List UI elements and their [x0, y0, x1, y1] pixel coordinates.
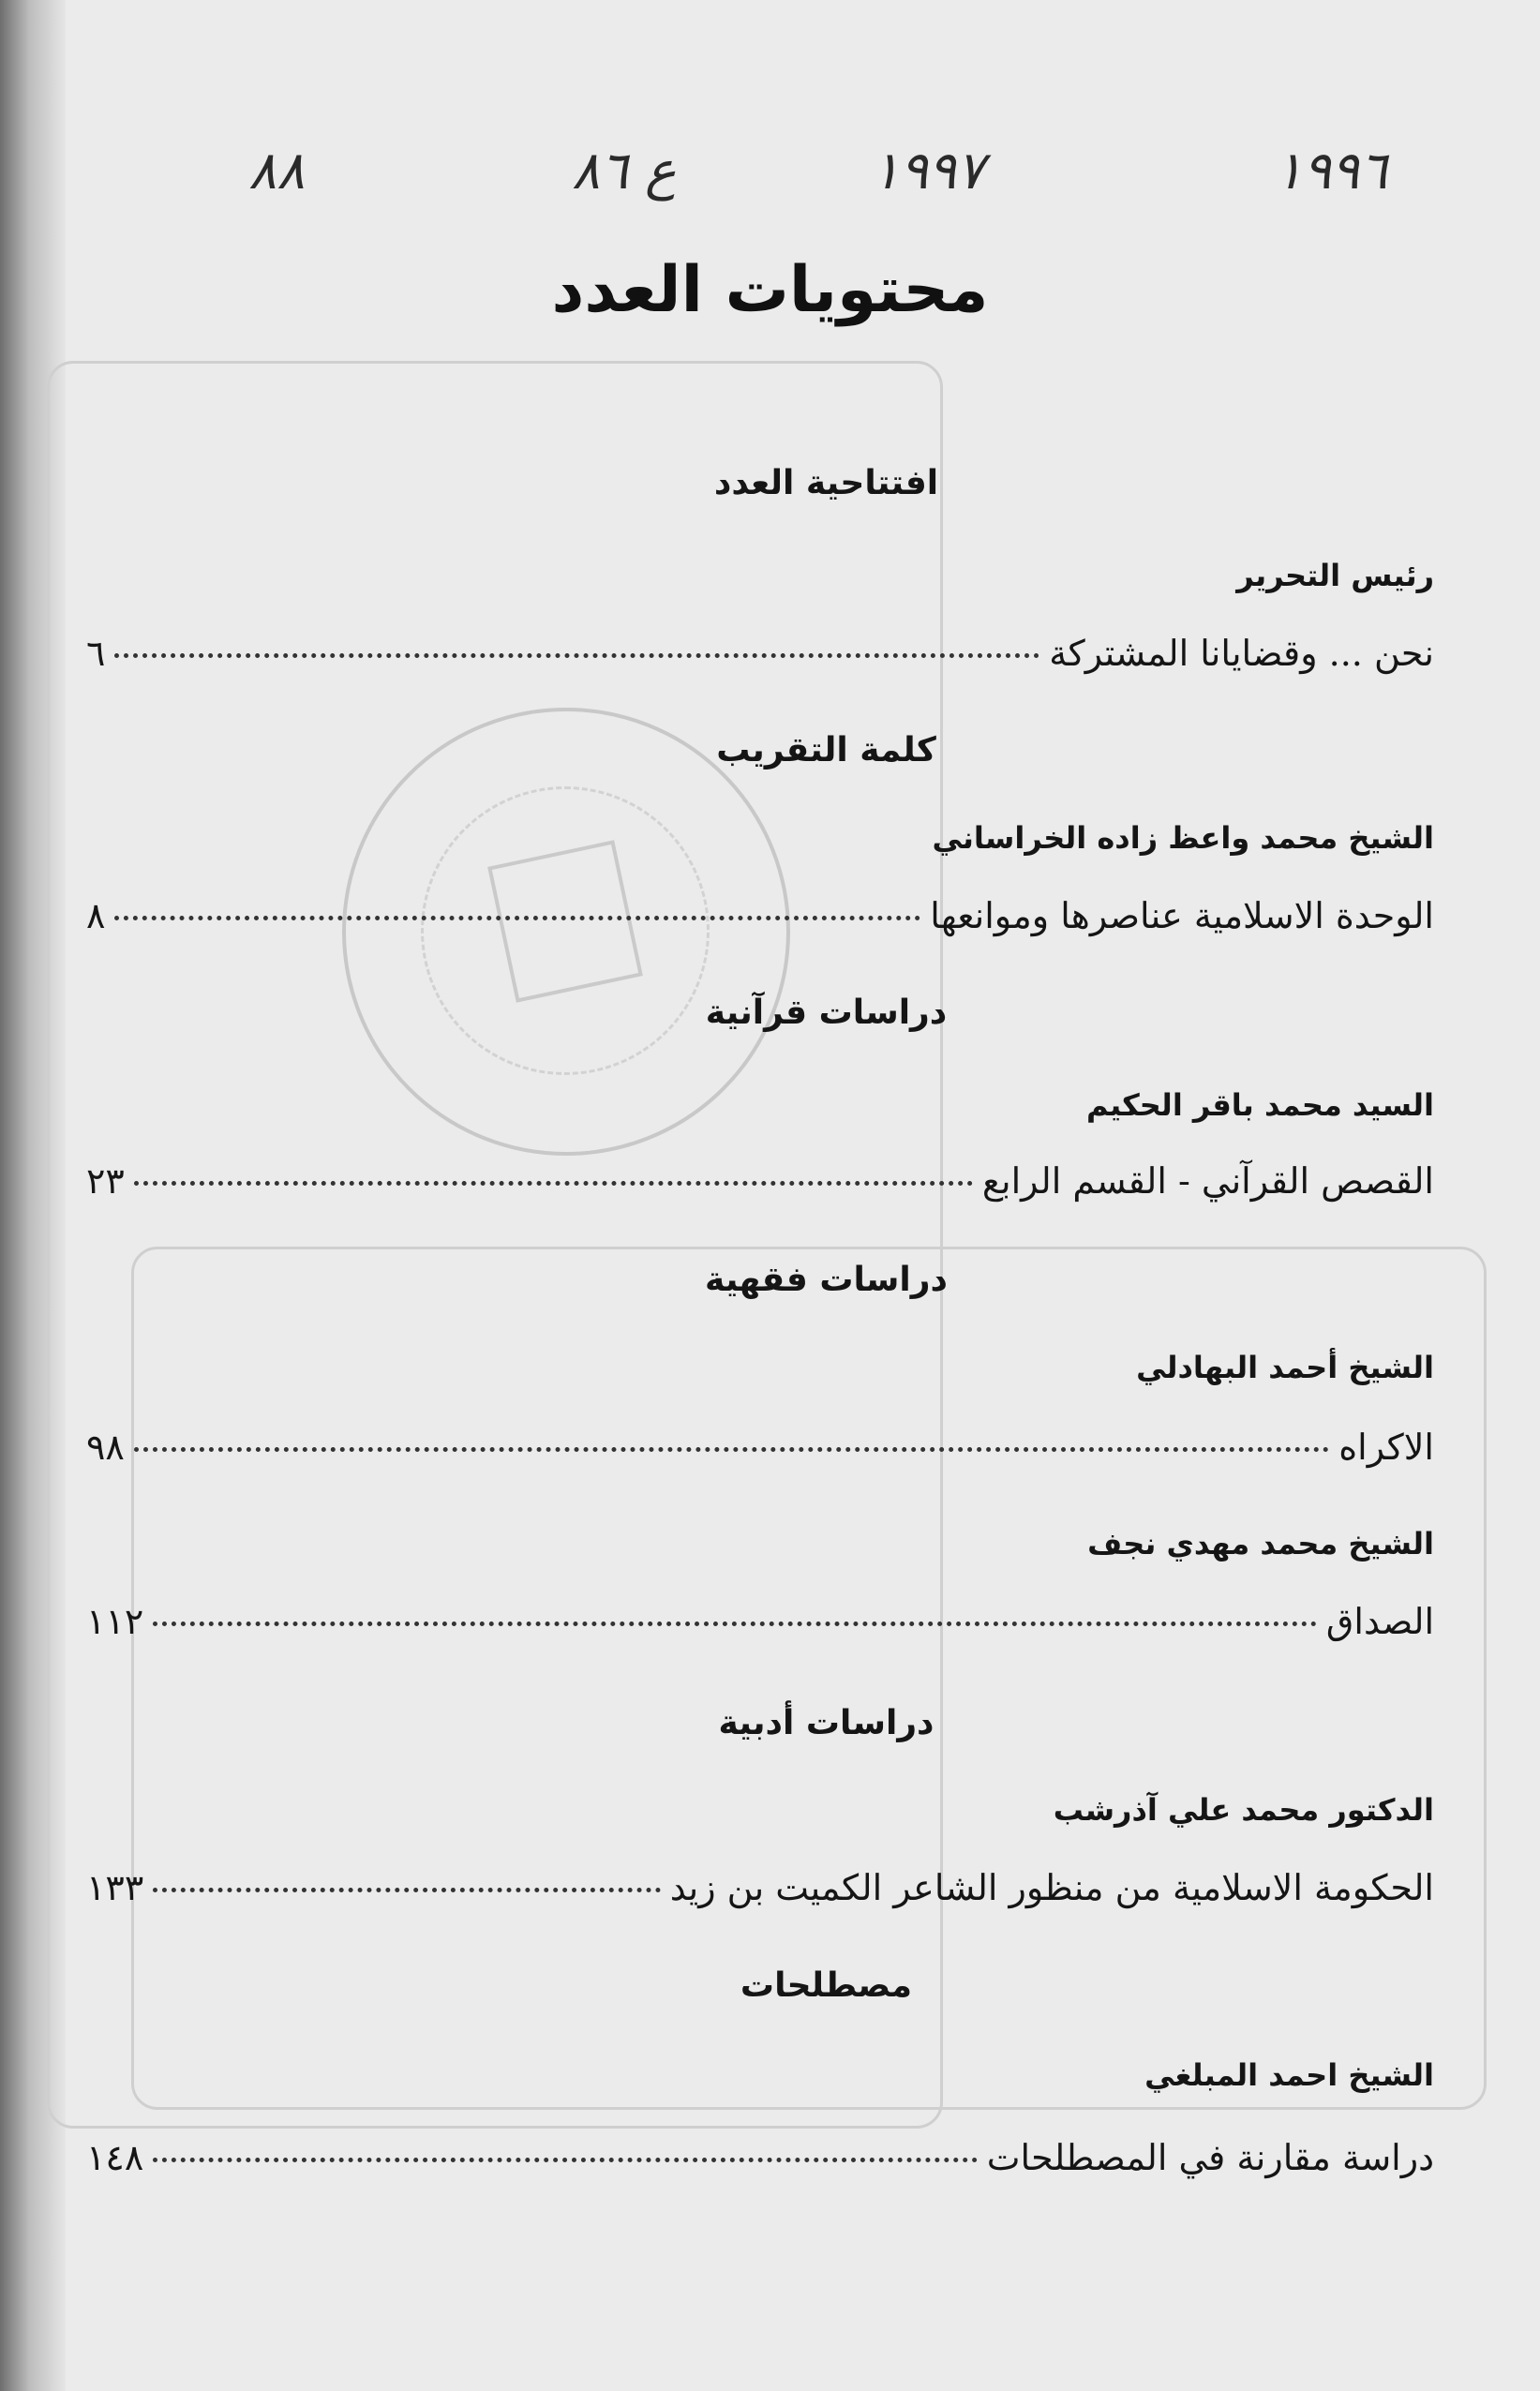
dot-leader — [153, 1888, 661, 1892]
entry-title: القصص القرآني - القسم الرابع — [981, 1160, 1434, 1202]
section-author: الشيخ أحمد البهادلي — [1136, 1350, 1434, 1385]
entry-title: الوحدة الاسلامية عناصرها وموانعها — [930, 895, 1434, 936]
dot-leader — [134, 1447, 1329, 1452]
section-heading-quranic-studies: دراسات قرآنية — [705, 994, 948, 1032]
section-heading-literary-studies: دراسات أدبية — [718, 1704, 934, 1742]
page-title: محتويات العدد — [551, 253, 989, 327]
entry-page-number: ١٤٨ — [86, 2137, 144, 2178]
entry-page-number: ٨ — [86, 895, 106, 936]
section-heading-taqrib: كلمة التقريب — [716, 731, 936, 770]
dot-leader — [134, 1181, 973, 1186]
section-author: الشيخ احمد المبلغي — [1144, 2057, 1434, 2093]
handwritten-volume-number: ٨٨ — [248, 141, 306, 202]
section-author: الشيخ محمد واعظ زاده الخراساني — [932, 820, 1434, 856]
entry-page-number: ٦ — [86, 633, 106, 674]
toc-entry[interactable] — [86, 1160, 1434, 1217]
toc-entry[interactable] — [86, 2137, 1434, 2193]
entry-page-number: ٩٨ — [86, 1427, 125, 1468]
entry-title: الصداق — [1325, 1601, 1434, 1642]
section-heading-fiqh-studies: دراسات فقهية — [705, 1261, 948, 1299]
section-author: السيد محمد باقر الحكيم — [1085, 1087, 1434, 1123]
handwritten-year-1997: ١٩٩٧ — [872, 141, 985, 202]
entry-page-number: ١١٢ — [86, 1601, 144, 1642]
entry-page-number: ٢٣ — [86, 1160, 125, 1202]
dot-leader — [114, 653, 1039, 658]
section-author: رئيس التحرير — [1236, 558, 1434, 593]
entry-title: نحن ... وقضايانا المشتركة — [1049, 633, 1434, 674]
entry-title: الاكراه — [1338, 1427, 1434, 1468]
toc-entry[interactable] — [86, 895, 1434, 951]
entry-title: الحكومة الاسلامية من منظور الشاعر الكميت بن زيد — [669, 1867, 1434, 1908]
toc-entry[interactable] — [86, 1601, 1434, 1657]
dot-leader — [114, 916, 920, 920]
section-author: الشيخ محمد مهدي نجف — [1087, 1526, 1434, 1562]
toc-entry[interactable] — [86, 1427, 1434, 1483]
handwritten-issue-number: ع ٨٦ — [572, 141, 677, 202]
toc-entry[interactable] — [86, 1867, 1434, 1923]
dot-leader — [153, 2158, 978, 2162]
section-heading-terminology: مصطلحات — [740, 1966, 913, 2005]
dot-leader — [153, 1621, 1317, 1626]
entry-title: دراسة مقارنة في المصطلحات — [986, 2137, 1434, 2178]
handwritten-year-1996: ١٩٩٦ — [1275, 141, 1388, 202]
toc-entry[interactable] — [86, 633, 1434, 689]
section-heading-editorial: افتتاحية العدد — [713, 464, 939, 502]
section-author: الدكتور محمد علي آذرشب — [1053, 1792, 1434, 1828]
entry-page-number: ١٣٣ — [86, 1867, 144, 1908]
